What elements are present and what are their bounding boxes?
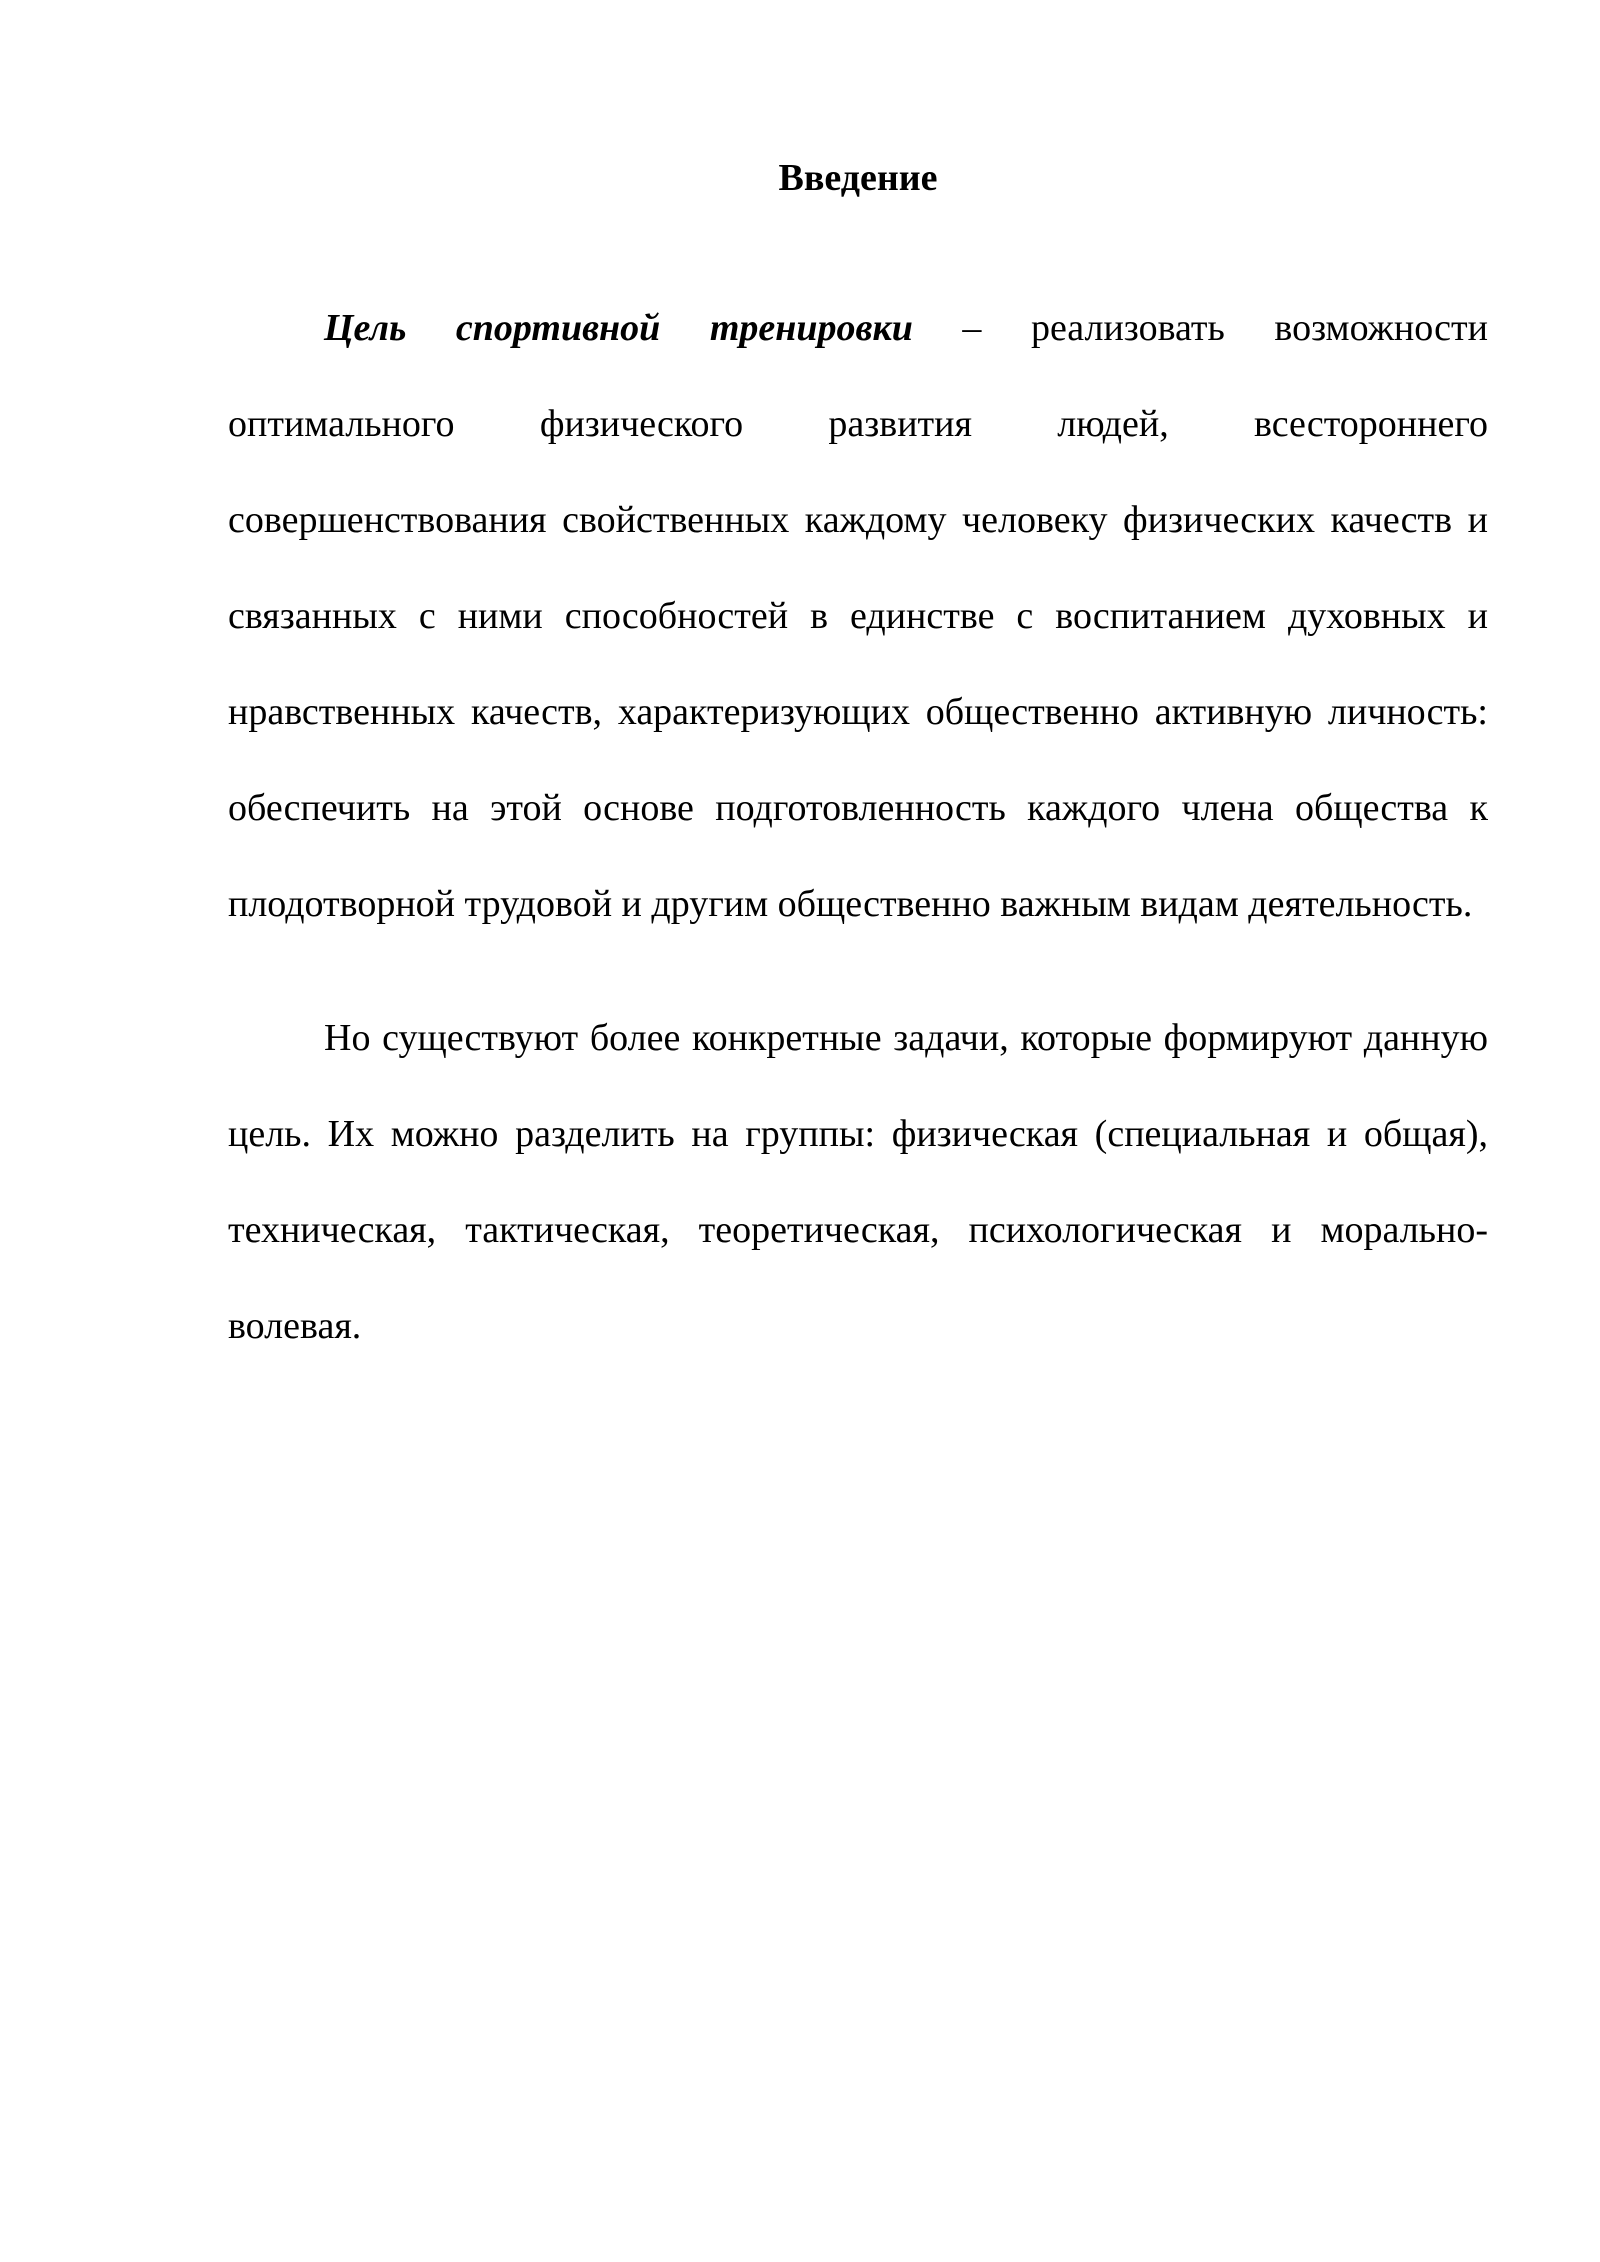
paragraph-1-emphasis: Цель спортивной тренировки bbox=[324, 307, 913, 349]
paragraph-2: Но существуют более конкретные задачи, которые формируют данную цель. Их можно разделить на группы: физическая (специальная и общая), техническая, тактическая, теоретическая, психологическая и морально-волевая. bbox=[228, 1017, 1488, 1347]
paragraph-1 bbox=[228, 280, 1488, 952]
paragraph-1-text: – реализовать возможности оптимального физического развития людей, всестороннего совершенствования свойственных каждому человеку физических качеств и связанных с ними способностей в единстве с воспитанием духовных и нравственных качеств, характеризующих общественно активную личность: обеспечить на этой основе подготовленность каждого члена общества к плодотворной трудовой и другим общественно важным видам деятельность. bbox=[228, 307, 1488, 925]
page-title: Введение bbox=[778, 157, 938, 199]
document-body bbox=[228, 280, 1488, 1374]
